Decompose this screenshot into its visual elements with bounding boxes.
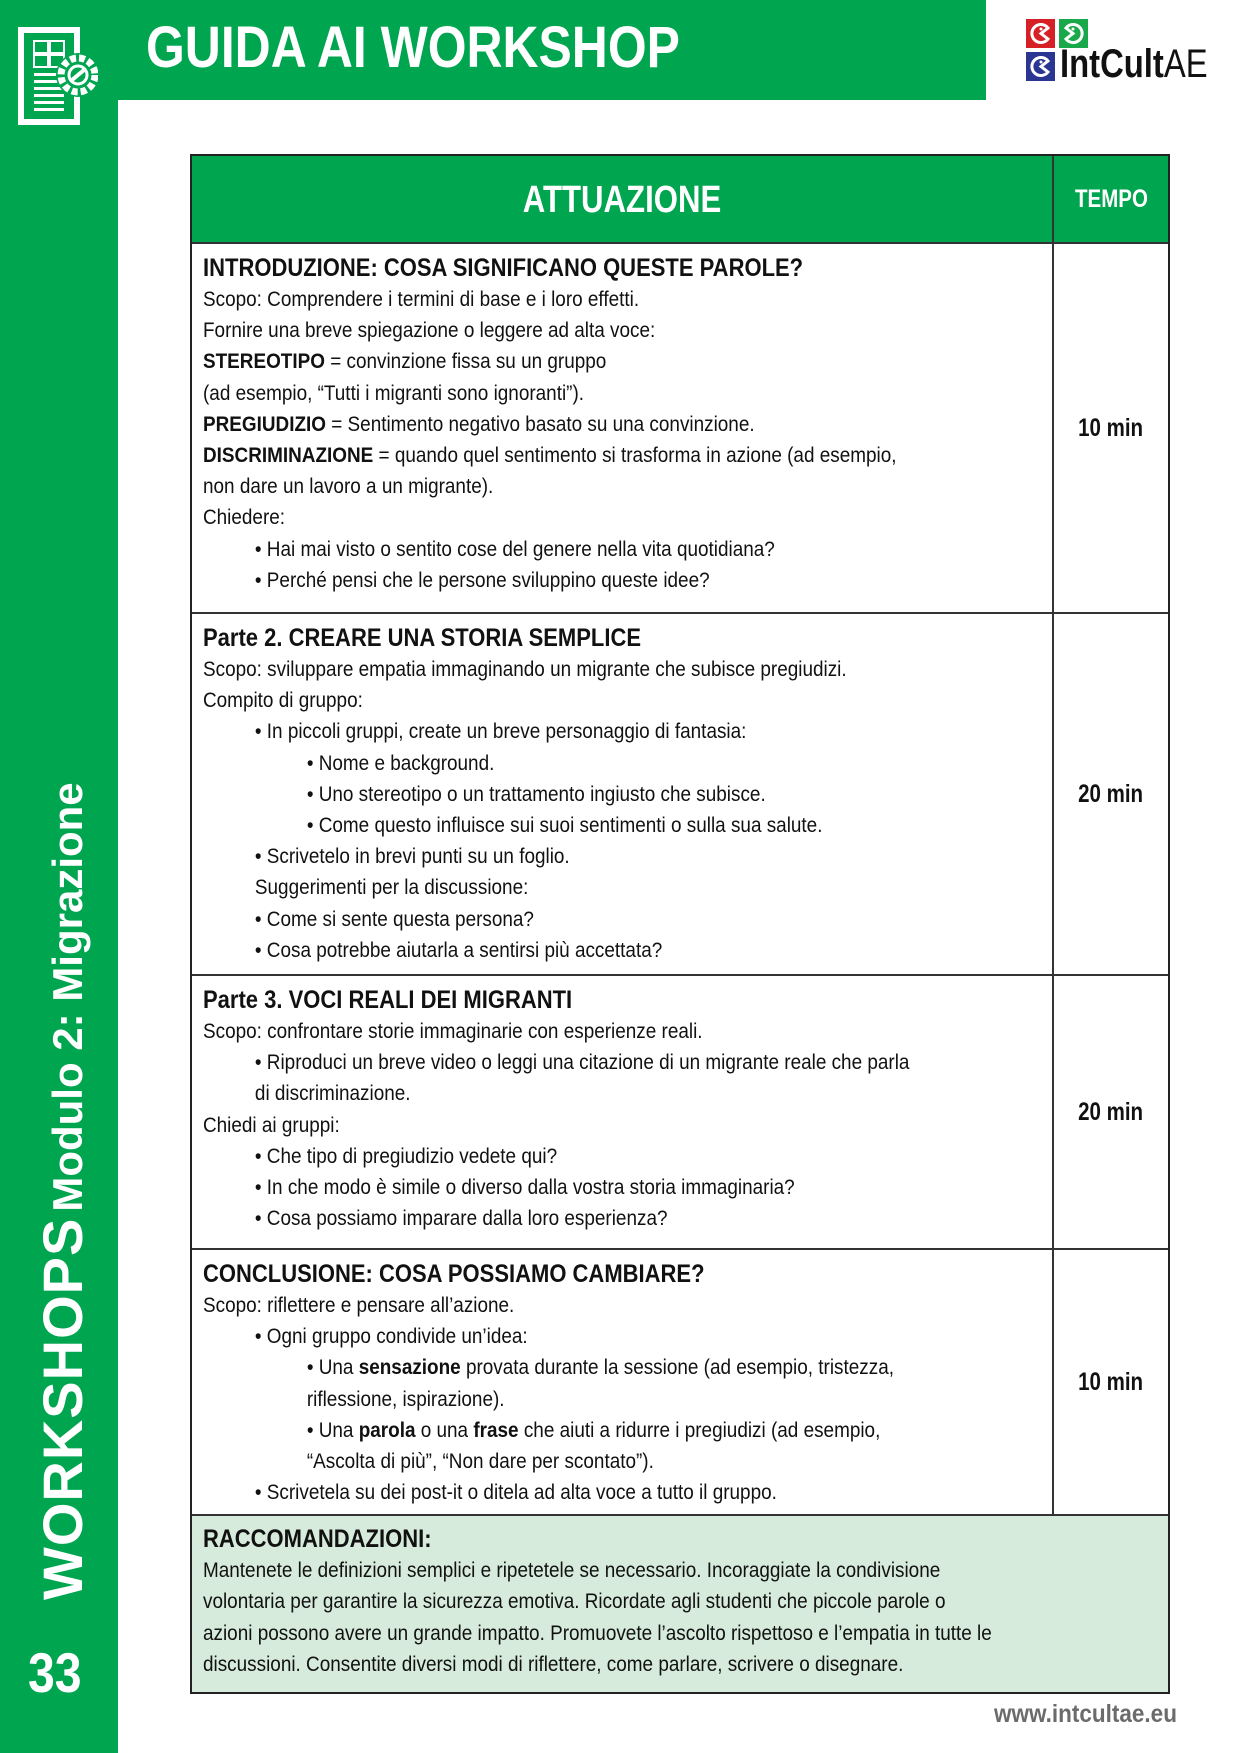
section-content (192, 614, 1052, 974)
text-line: Scopo: riflettere e pensare all’azione. (203, 1293, 515, 1317)
sub-bullet-item: • Una sensazione provata durante la sessione (ad esempio, tristezza, (306, 1355, 894, 1380)
definition-discriminazione: DISCRIMINAZIONE = quando quel sentimento si trasforma in azione (ad esempio, (203, 443, 897, 468)
time-value: 20 min (1052, 614, 1168, 974)
section-label: WORKSHOPS (31, 1217, 94, 1600)
workshop-guide-icon (18, 27, 98, 129)
recommendations-box (192, 1514, 1168, 1692)
section-content (192, 1250, 1052, 1514)
logo-red-square-icon (1026, 19, 1055, 48)
bullet-item: • Riproduci un breve video o leggi una citazione di un migrante reale che parla (254, 1050, 910, 1075)
logo-text-bold: IntCult (1060, 42, 1164, 86)
text-line: Chiedere: (203, 505, 286, 530)
bullet-item: • In che modo è simile o diverso dalla vostra storia immaginaria? (254, 1175, 795, 1200)
recommendation-line: discussioni. Consentite diversi modi di riflettere, come parlare, scrivere o disegnare. (203, 1651, 904, 1676)
text-line: (ad esempio, “Tutti i migranti sono ignoranti”). (203, 380, 585, 405)
table-header-row (192, 156, 1168, 242)
bullet-item: • Ogni gruppo condivide un’idea: (254, 1324, 528, 1349)
bullet-item: • Hai mai visto o sentito cose del genere nella vita quotidiana? (254, 536, 775, 561)
bullet-item: • Scrivetela su dei post-it o ditela ad alta voce a tutto il gruppo. (254, 1480, 777, 1505)
section-title: INTRODUZIONE: COSA SIGNIFICANO QUESTE PAROLE? (203, 254, 804, 282)
sidebar-vertical-label (30, 700, 94, 1600)
recommendation-line: Mantenete le definizioni semplici e ripetetele se necessario. Incoraggiate la condivisione (203, 1558, 941, 1583)
bullet-item: • In piccoli gruppi, create un breve personaggio di fantasia: (254, 719, 747, 744)
bullet-item: • Cosa potrebbe aiutarla a sentirsi più accettata? (254, 937, 663, 962)
logo-blue-square-icon (1026, 52, 1055, 81)
text-line: Suggerimenti per la discussione: (254, 875, 529, 900)
bullet-item: • Scrivetelo in brevi punti su un foglio. (254, 844, 570, 869)
sub-bullet-item: • Una parola o una frase che aiuti a ridurre i pregiudizi (ad esempio, (306, 1417, 881, 1442)
time-value: 20 min (1052, 976, 1168, 1248)
website-link[interactable]: www.intcultae.eu (994, 1700, 1177, 1728)
section-title: CONCLUSIONE: COSA POSSIAMO CAMBIARE? (203, 1260, 705, 1288)
section-content (192, 976, 1052, 1248)
section-title: Parte 3. VOCI REALI DEI MIGRANTI (203, 986, 573, 1014)
time-value: 10 min (1052, 1250, 1168, 1514)
time-value: 10 min (1052, 244, 1168, 612)
section-title: Parte 2. CREARE UNA STORIA SEMPLICE (203, 624, 642, 652)
bullet-item: • Come si sente questa persona? (254, 906, 534, 931)
workshop-table (190, 154, 1170, 1694)
sub-bullet-item: • Nome e background. (306, 750, 495, 775)
logo-text (1060, 44, 1208, 84)
page-title: GUIDA AI WORKSHOP (146, 15, 680, 80)
definition-pregiudizio: PREGIUDIZIO = Sentimento negativo basato su una convinzione. (203, 411, 755, 436)
bullet-item: • Che tipo di pregiudizio vedete qui? (254, 1143, 558, 1168)
bullet-item: • Cosa possiamo imparare dalla loro esperienza? (254, 1206, 668, 1231)
text-line: Scopo: Comprendere i termini di base e i loro effetti. (203, 287, 640, 311)
text-line: di discriminazione. (254, 1081, 411, 1106)
table-row-introduzione (192, 242, 1168, 612)
sub-bullet-item: • Uno stereotipo o un trattamento ingiusto che subisce. (306, 781, 766, 806)
table-row-parte-3 (192, 974, 1168, 1248)
text-line: “Ascolta di più”, “Non dare per scontato”). (306, 1449, 654, 1474)
text-line: Scopo: confrontare storie immaginarie con esperienze reali. (203, 1019, 703, 1043)
column-header-attuazione: ATTUAZIONE (523, 178, 722, 221)
bullet-item: • Perché pensi che le persone sviluppino queste idee? (254, 567, 710, 592)
page-number: 33 (28, 1641, 82, 1704)
text-line: Fornire una breve spiegazione o leggere ad alta voce: (203, 318, 656, 343)
section-content (192, 244, 1052, 612)
recommendations-title: RACCOMANDAZIONI: (203, 1525, 432, 1553)
recommendation-line: azioni possono avere un grande impatto. Promuovete l’ascolto rispettoso e l’empatia in tutte le (203, 1620, 992, 1645)
table-row-parte-2 (192, 612, 1168, 974)
text-line: riflessione, ispirazione). (306, 1386, 505, 1411)
column-header-tempo: TEMPO (1052, 156, 1168, 242)
text-line: Compito di gruppo: (203, 688, 363, 713)
text-line: Scopo: sviluppare empatia immaginando un migrante che subisce pregiudizi. (203, 657, 847, 681)
table-row-conclusione (192, 1248, 1168, 1514)
definition-stereotipo: STEREOTIPO = convinzione fissa su un gruppo (203, 349, 607, 374)
logo-text-light: AE (1163, 42, 1208, 86)
text-line: non dare un lavoro a un migrante). (203, 474, 494, 499)
recommendation-line: volontaria per garantire la sicurezza emotiva. Ricordate agli studenti che piccole parole o (203, 1589, 946, 1614)
module-label: Modulo 2: Migrazione (44, 782, 91, 1212)
sub-bullet-item: • Come questo influisce sui suoi sentimenti o sulla sua salute. (306, 813, 823, 838)
text-line: Chiedi ai gruppi: (203, 1112, 340, 1137)
